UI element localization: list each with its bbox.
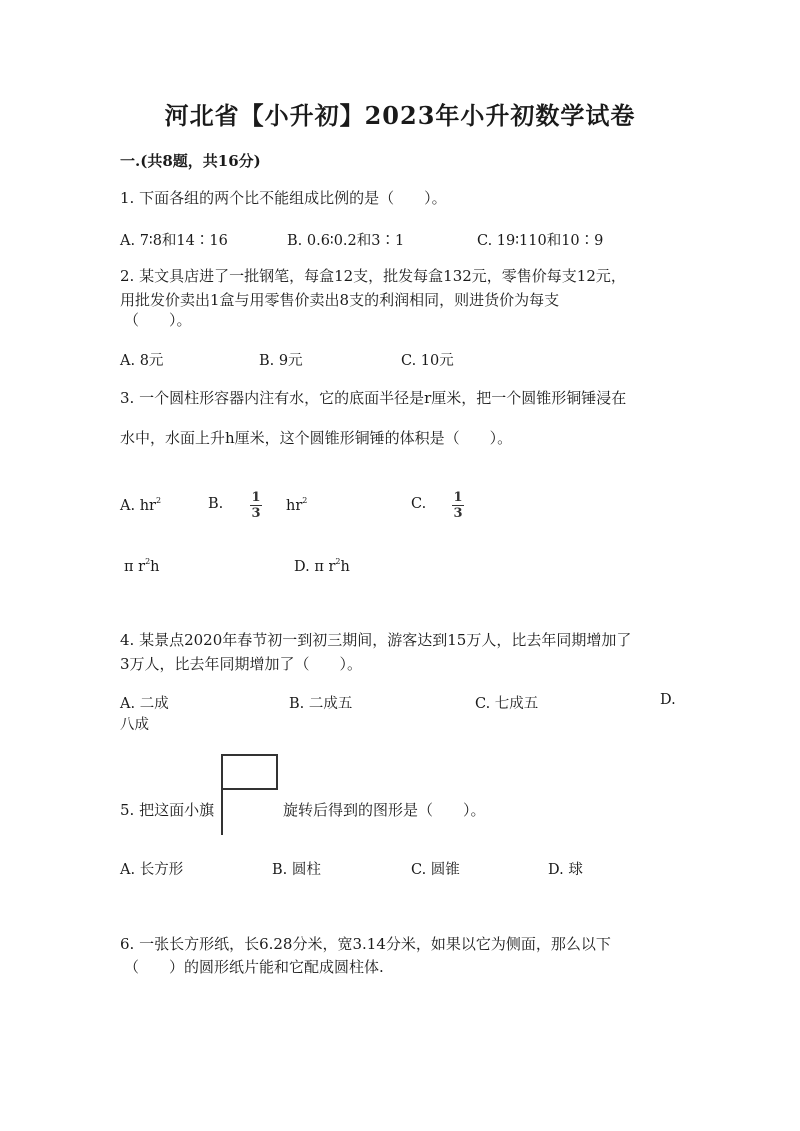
q3-option-b-label[interactable]: B. — [208, 496, 224, 512]
fraction-denominator: 3 — [453, 506, 463, 521]
question-4-line-2: 3万人，比去年同期增加了（ ）。 — [120, 655, 363, 673]
q5-option-b[interactable]: B. 圆柱 — [272, 862, 321, 878]
q3-option-c-text: π r — [124, 559, 146, 575]
question-2-line-2: 用批发价卖出1盒与用零售价卖出8支的利润相同，则进货价为每支 — [120, 291, 560, 309]
question-2-line-1: 2. 某文具店进了一批钢笔，每盒12支，批发每盒132元，零售价每支12元， — [120, 267, 626, 285]
q4-option-c[interactable]: C. 七成五 — [475, 696, 539, 712]
flag-rectangle — [222, 755, 277, 789]
q4-option-d-label[interactable]: D. — [660, 692, 676, 708]
question-5-text-after: 旋转后得到的图形是（ ）。 — [283, 801, 486, 819]
fraction-numerator: 1 — [251, 490, 261, 505]
page-title: 河北省【小升初】2023年小升初数学试卷 — [164, 101, 636, 130]
q3-option-c-fraction — [451, 491, 465, 520]
q3-option-d-exponent: 2 — [335, 557, 341, 566]
q2-option-a[interactable]: A. 8元 — [120, 353, 164, 369]
q1-option-a[interactable]: A. 7∶8和14∶16 — [120, 233, 228, 249]
q3-option-c-label[interactable]: C. — [411, 496, 427, 512]
q5-option-c[interactable]: C. 圆锥 — [411, 862, 460, 878]
q3-option-a[interactable] — [120, 496, 161, 514]
q3-option-c-continued — [124, 557, 160, 575]
q4-option-b[interactable]: B. 二成五 — [289, 696, 353, 712]
q1-option-c[interactable]: C. 19∶110和10∶9 — [477, 233, 604, 249]
q3-option-a-text: A. hr — [120, 498, 156, 514]
q2-option-b[interactable]: B. 9元 — [259, 353, 303, 369]
q5-option-a[interactable]: A. 长方形 — [120, 862, 184, 878]
question-1-text: 1. 下面各组的两个比不能组成比例的是（ ）。 — [120, 189, 447, 207]
q4-option-d-text: 八成 — [120, 717, 149, 733]
q3-option-a-exponent: 2 — [155, 496, 162, 505]
question-5-text-before: 5. 把这面小旗 — [120, 801, 215, 819]
fraction-numerator: 1 — [453, 490, 463, 505]
q3-option-c-exponent: 2 — [145, 557, 151, 566]
q3-option-b-expression — [286, 496, 307, 514]
q3-option-d-h: h — [340, 559, 350, 575]
q3-option-b-fraction — [249, 491, 263, 520]
q2-option-c[interactable]: C. 10元 — [401, 353, 454, 369]
q4-option-a[interactable]: A. 二成 — [120, 696, 169, 712]
section-heading: 一.(共8题，共16分) — [120, 152, 261, 170]
fraction-denominator: 3 — [251, 506, 261, 521]
q5-option-d[interactable]: D. 球 — [548, 862, 583, 878]
question-6-line-1: 6. 一张长方形纸，长6.28分米，宽3.14分米，如果以它为侧面，那么以下 — [120, 935, 611, 953]
question-3-line-1: 3. 一个圆柱形容器内注有水，它的底面半径是r厘米，把一个圆锥形铜锤浸在 — [120, 389, 627, 407]
q3-option-b-text: hr — [286, 498, 303, 514]
q1-option-b[interactable]: B. 0.6∶0.2和3∶1 — [287, 233, 405, 249]
question-4-line-1: 4. 某景点2020年春节初一到初三期间，游客达到15万人，比去年同期增加了 — [120, 631, 632, 649]
flag-figure — [218, 754, 282, 836]
q3-option-b-exponent: 2 — [302, 496, 308, 505]
question-2-line-3: （ ）。 — [124, 311, 192, 329]
q3-option-c-h: h — [150, 559, 160, 575]
question-6-line-2: （ ）的圆形纸片能和它配成圆柱体. — [124, 958, 384, 976]
q3-option-d[interactable] — [294, 557, 350, 575]
question-3-line-2: 水中，水面上升h厘米，这个圆锥形铜锤的体积是（ ）。 — [120, 429, 513, 447]
q3-option-d-text: D. π r — [294, 559, 336, 575]
